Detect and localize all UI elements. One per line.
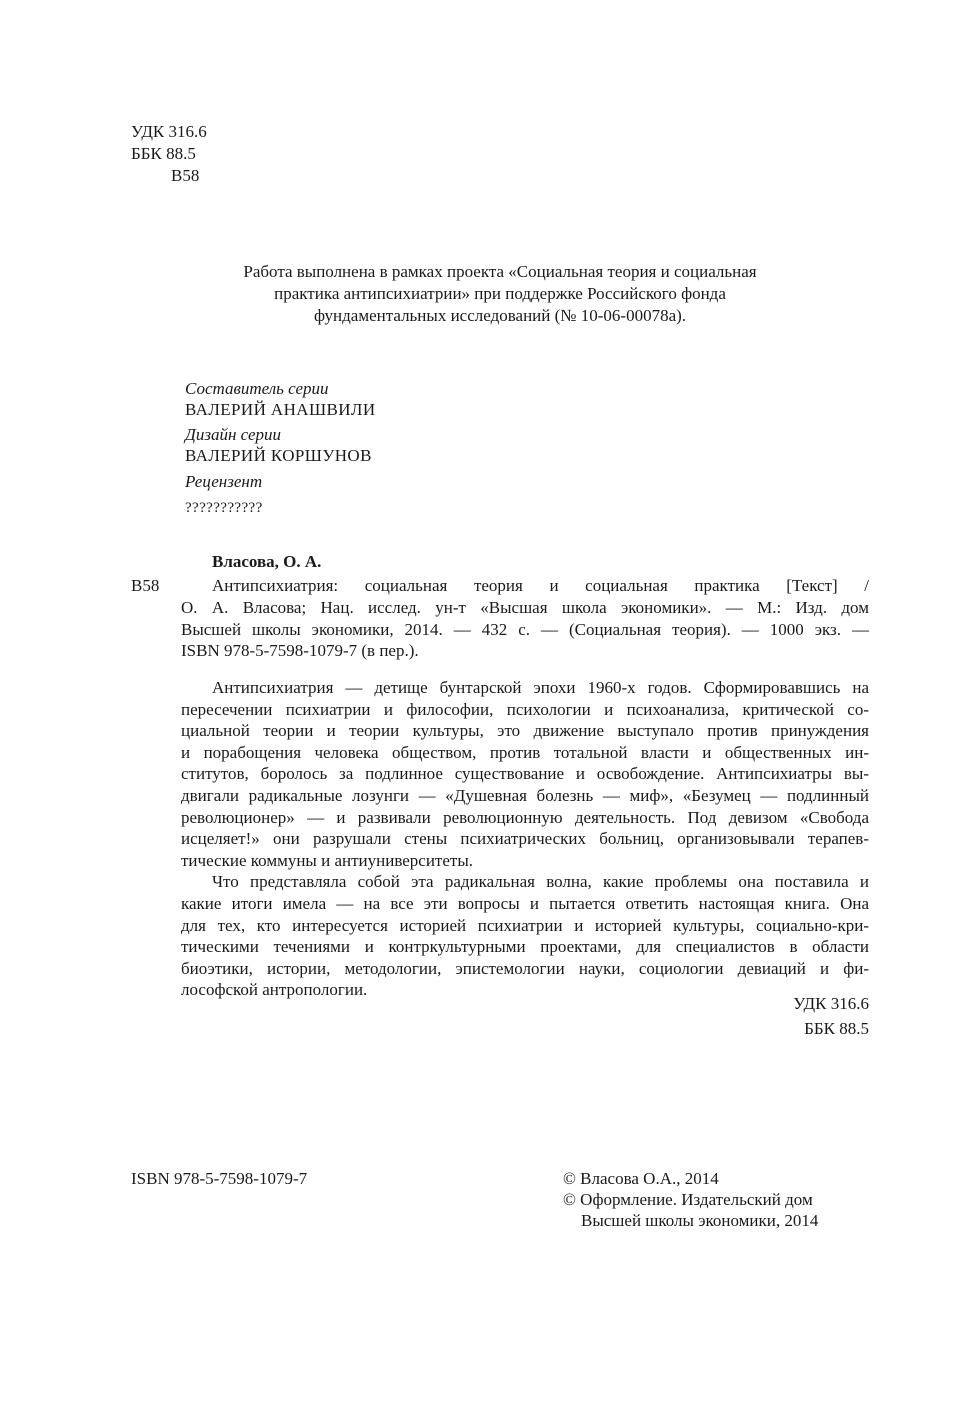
author-heading: Власова, О. А. (212, 552, 322, 571)
annotation-line: пересечении психиатрии и философии, психологии и психоанализа, критической со- (181, 699, 869, 719)
annotation-line: ститутов, боролось за подлинное существование и освобождение. Антипсихиатры вы- (181, 764, 869, 784)
isbn: ISBN 978-5-7598-1079-7 (131, 1169, 308, 1188)
annotation-line: биоэтики, истории, методологии, эпистемологии науки, социологии девиаций и фи- (181, 958, 869, 978)
bibliographic-description (181, 575, 869, 662)
annotation-line: Антипсихиатрия — детище бунтарской эпохи 1960-х годов. Сформировавшись на (212, 678, 869, 697)
closing-udk: УДК 316.6 (793, 994, 869, 1013)
annotation-line: циальной теории и теории культуры, это движение выступало против принуждения (181, 721, 869, 741)
reviewer-name: ??????????? (185, 500, 263, 516)
bibliographic-line: ISBN 978-5-7598-1079-7 (в пер.). (181, 641, 419, 661)
closing-bbk: ББК 88.5 (804, 1019, 869, 1038)
annotation-line: Что представляла собой эта радикальная волна, какие проблемы она поставила и (212, 872, 869, 892)
copyright-author: © Власова О.А., 2014 (563, 1169, 719, 1188)
annotation-line: для тех, кто интересуется историей психиатрии и историей культуры, социально-кри- (181, 915, 869, 935)
series-design-name: ВАЛЕРИЙ КОРШУНОВ (185, 446, 372, 465)
annotation-line: революционер» — и развивали революционную деятельность. Под девизом «Свобода (181, 807, 869, 827)
annotation-line: тические коммуны и антиуниверситеты. (181, 850, 474, 870)
grant-note (150, 261, 850, 327)
bibliographic-line: О. А. Власова; Нац. исслед. ун-т «Высшая школа экономики». — М.: Изд. дом (181, 597, 869, 617)
bibliographic-line: Высшей школы экономики, 2014. — 432 с. — (Социальная теория). — 1000 экз. — (181, 619, 869, 639)
annotation-line: исцеляет!» они разрушали стены психиатрических больниц, организовывали терапев- (181, 829, 869, 849)
series-compiler-role: Составитель серии (185, 379, 329, 398)
annotation-line: двигали радикальные лозунги — «Душевная болезнь — миф», «Безумец — подлинный (181, 785, 869, 805)
grant-note-line: практика антипсихиатрии» при поддержке Российского фонда (274, 284, 726, 303)
series-compiler-name: ВАЛЕРИЙ АНАШВИЛИ (185, 400, 376, 419)
udk-code: УДК 316.6 (131, 122, 207, 141)
annotation-line: и порабощения человека обществом, против тотальной власти и общественных ин- (181, 742, 869, 762)
reviewer-role: Рецензент (185, 472, 263, 491)
copyright-design: © Оформление. Издательский дом (563, 1190, 813, 1209)
grant-note-line: фундаментальных исследований (№ 10-06-00078а). (313, 306, 687, 325)
record-author-mark: В58 (131, 576, 160, 595)
series-design-role: Дизайн серии (185, 425, 281, 444)
annotation (181, 677, 869, 1001)
copyright-publisher: Высшей школы экономики, 2014 (581, 1211, 819, 1230)
grant-note-line: Работа выполнена в рамках проекта «Социальная теория и социальная (243, 262, 757, 281)
author-mark: В58 (171, 166, 200, 185)
bibliographic-line: Антипсихиатрия: социальная теория и социальная практика [Текст] / (212, 576, 869, 595)
annotation-line: лософской антропологии. (181, 980, 368, 1000)
annotation-line: тическими течениями и контркультурными проектами, для специалистов в области (181, 937, 869, 957)
bbk-code: ББК 88.5 (131, 144, 196, 163)
annotation-line: какие итоги имела — на все эти вопросы и пытается ответить настоящая книга. Она (181, 893, 869, 913)
